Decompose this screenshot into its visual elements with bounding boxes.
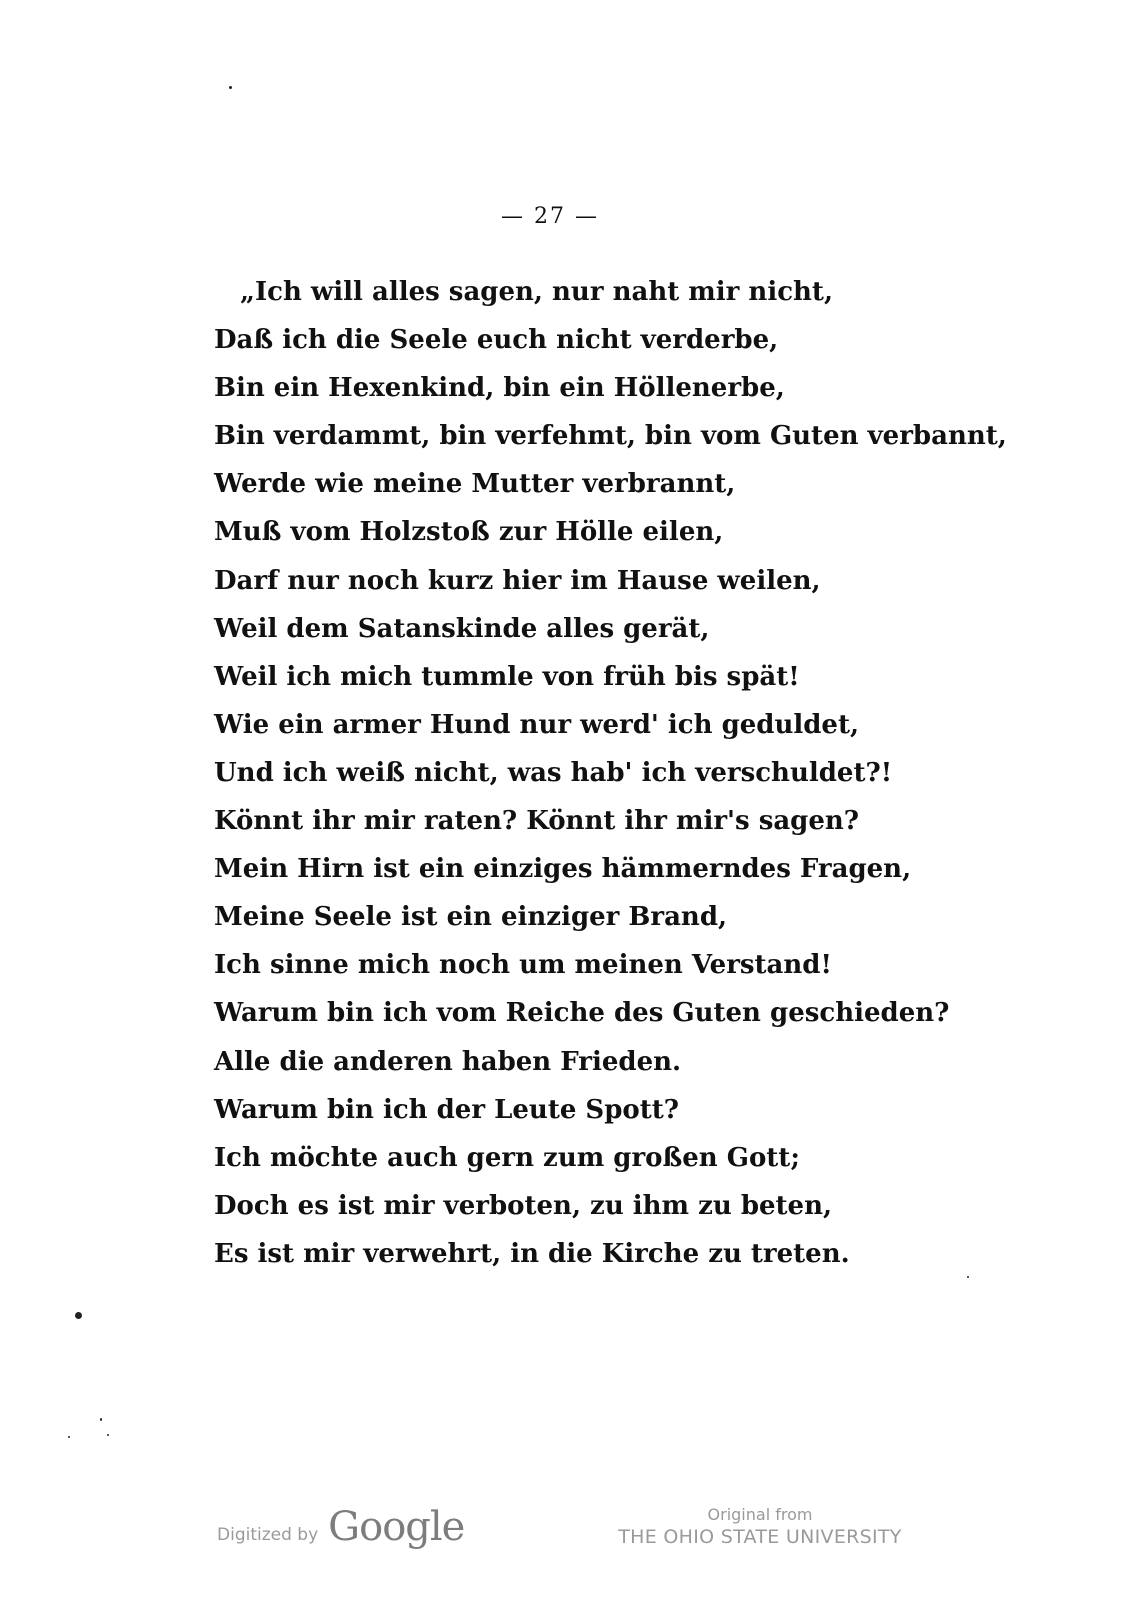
poem-line: Es ist mir verwehrt, in die Kirche zu treten. [214,1238,850,1269]
scan-speck [229,86,232,89]
poem-line: Weil dem Satanskinde alles gerät, [214,613,710,644]
poem-line: Bin ein Hexenkind, bin ein Höllenerbe, [214,373,785,404]
poem-line: Wie ein armer Hund nur werd' ich geduldet, [214,709,860,740]
scan-speck [107,1434,109,1436]
poem-line: Ich möchte auch gern zum großen Gott; [214,1142,800,1173]
poem-line: Warum bin ich der Leute Spott? [214,1094,679,1125]
poem-line: Warum bin ich vom Reiche des Guten geschieden? [214,998,950,1029]
poem-line: Und ich weiß nicht, was hab' ich verschuldet?! [214,757,893,788]
poem-line: Mein Hirn ist ein einziges hämmerndes Fragen, [214,854,912,885]
page-number: — 27 — [501,204,599,229]
digitized-label: Digitized by [217,1525,319,1545]
scan-speck [75,1312,82,1319]
digitized-by-watermark [217,1504,464,1550]
original-from-watermark [590,1505,930,1549]
poem-line: Daß ich die Seele euch nicht verderbe, [214,325,779,356]
poem-line: Doch es ist mir verboten, zu ihm zu beten, [214,1190,833,1221]
poem-line: Darf nur noch kurz hier im Hause weilen, [214,565,821,596]
poem-line: Alle die anderen haben Frieden. [214,1046,682,1077]
poem-text [214,268,1007,1278]
poem-line: Weil ich mich tummle von früh bis spät! [214,661,800,692]
poem-line: Meine Seele ist ein einziger Brand, [214,902,728,933]
scan-speck [100,1418,102,1421]
poem-line: Könnt ihr mir raten? Könnt ihr mir's sagen? [214,806,860,837]
scan-speck [68,1436,70,1438]
poem-line: „Ich will alles sagen, nur naht mir nicht, [240,277,833,307]
poem-line: Ich sinne mich noch um meinen Verstand! [214,950,832,981]
poem-line: Werde wie meine Mutter verbrannt, [214,469,736,500]
poem-line: Muß vom Holzstoß zur Hölle eilen, [214,517,724,548]
google-logo: Google [328,1504,465,1550]
poem-line: Bin verdammt, bin verfehmt, bin vom Guten verbannt, [214,421,1007,452]
origin-label: Original from [707,1505,813,1524]
origin-institution: THE OHIO STATE UNIVERSITY [618,1526,902,1548]
